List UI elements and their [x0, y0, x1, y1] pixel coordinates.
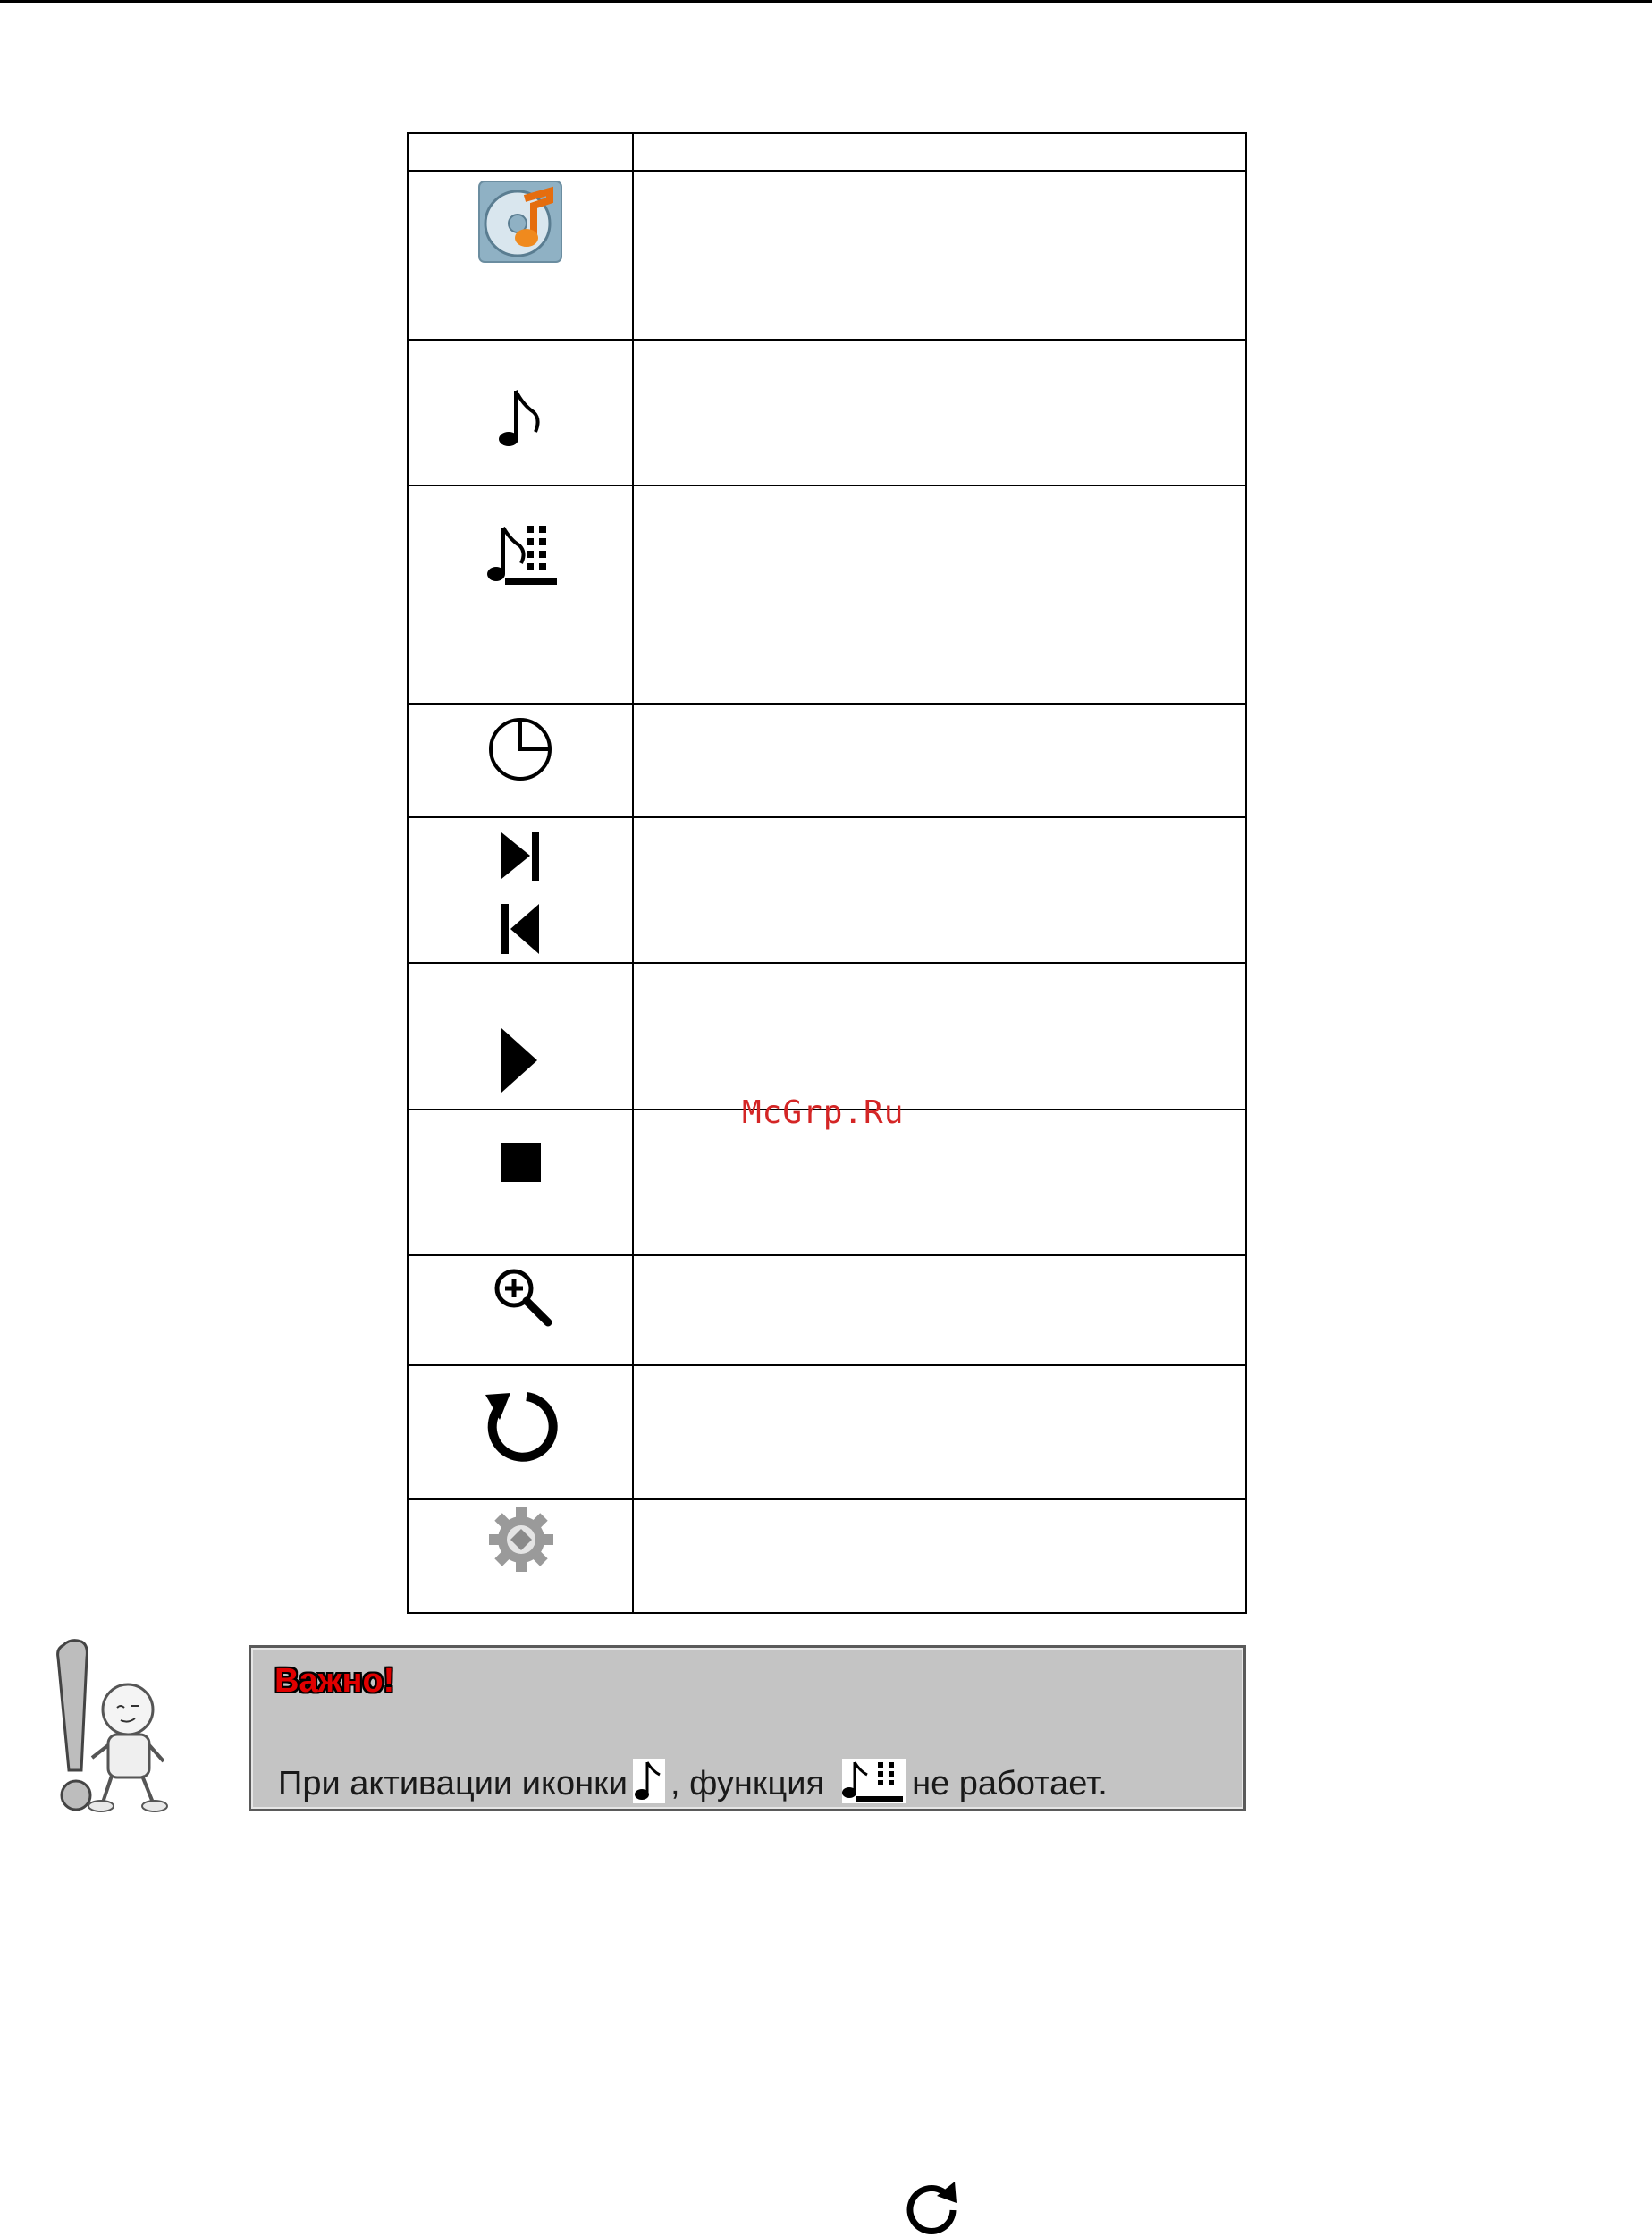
table-row — [408, 963, 1246, 1110]
table-cell-text — [633, 1499, 1246, 1613]
notice-text — [278, 1759, 1108, 1803]
table-cell-text — [633, 171, 1246, 340]
clock-icon — [486, 715, 554, 783]
table-cell-text — [633, 1255, 1246, 1365]
icon-description-table — [407, 132, 1247, 1614]
table-header-cell — [408, 133, 633, 171]
table-header-row — [408, 133, 1246, 171]
important-notice — [249, 1645, 1246, 1811]
table-cell-text — [633, 340, 1246, 485]
music-list-icon — [487, 522, 559, 587]
notice-title: Важно! — [274, 1662, 395, 1700]
table-cell-text — [633, 704, 1246, 817]
table-row — [408, 704, 1246, 817]
table-cell-text — [633, 485, 1246, 704]
table-header-cell — [633, 133, 1246, 171]
table-cell-text — [633, 1365, 1246, 1499]
table-cell-text — [633, 817, 1246, 963]
music-note-icon — [633, 1759, 665, 1803]
table-row — [408, 1255, 1246, 1365]
notice-text-part: При активации иконки — [278, 1765, 628, 1802]
play-icon — [500, 1026, 539, 1094]
top-rule — [0, 0, 1652, 3]
notice-text-part: не работает. — [912, 1765, 1108, 1802]
music-note-icon — [498, 387, 543, 450]
table-row — [408, 1365, 1246, 1499]
warning-mascot-icon — [49, 1636, 183, 1815]
next-prev-track-icon — [498, 827, 543, 958]
table-row — [408, 1499, 1246, 1613]
table-row — [408, 485, 1246, 704]
stop-icon — [500, 1141, 543, 1184]
watermark: McGrp.Ru — [742, 1094, 905, 1131]
repeat-icon — [903, 2180, 960, 2237]
music-disc-icon — [478, 181, 562, 263]
table-row — [408, 1110, 1246, 1255]
table-cell-text — [633, 963, 1246, 1110]
table-row — [408, 817, 1246, 963]
music-list-icon — [842, 1759, 906, 1803]
table-cell-text — [633, 1110, 1246, 1255]
notice-text-part: , функция — [670, 1765, 825, 1802]
settings-gear-icon — [487, 1506, 555, 1574]
zoom-in-icon — [491, 1265, 555, 1330]
table-row — [408, 340, 1246, 485]
repeat-icon — [480, 1386, 562, 1468]
table-row — [408, 171, 1246, 340]
